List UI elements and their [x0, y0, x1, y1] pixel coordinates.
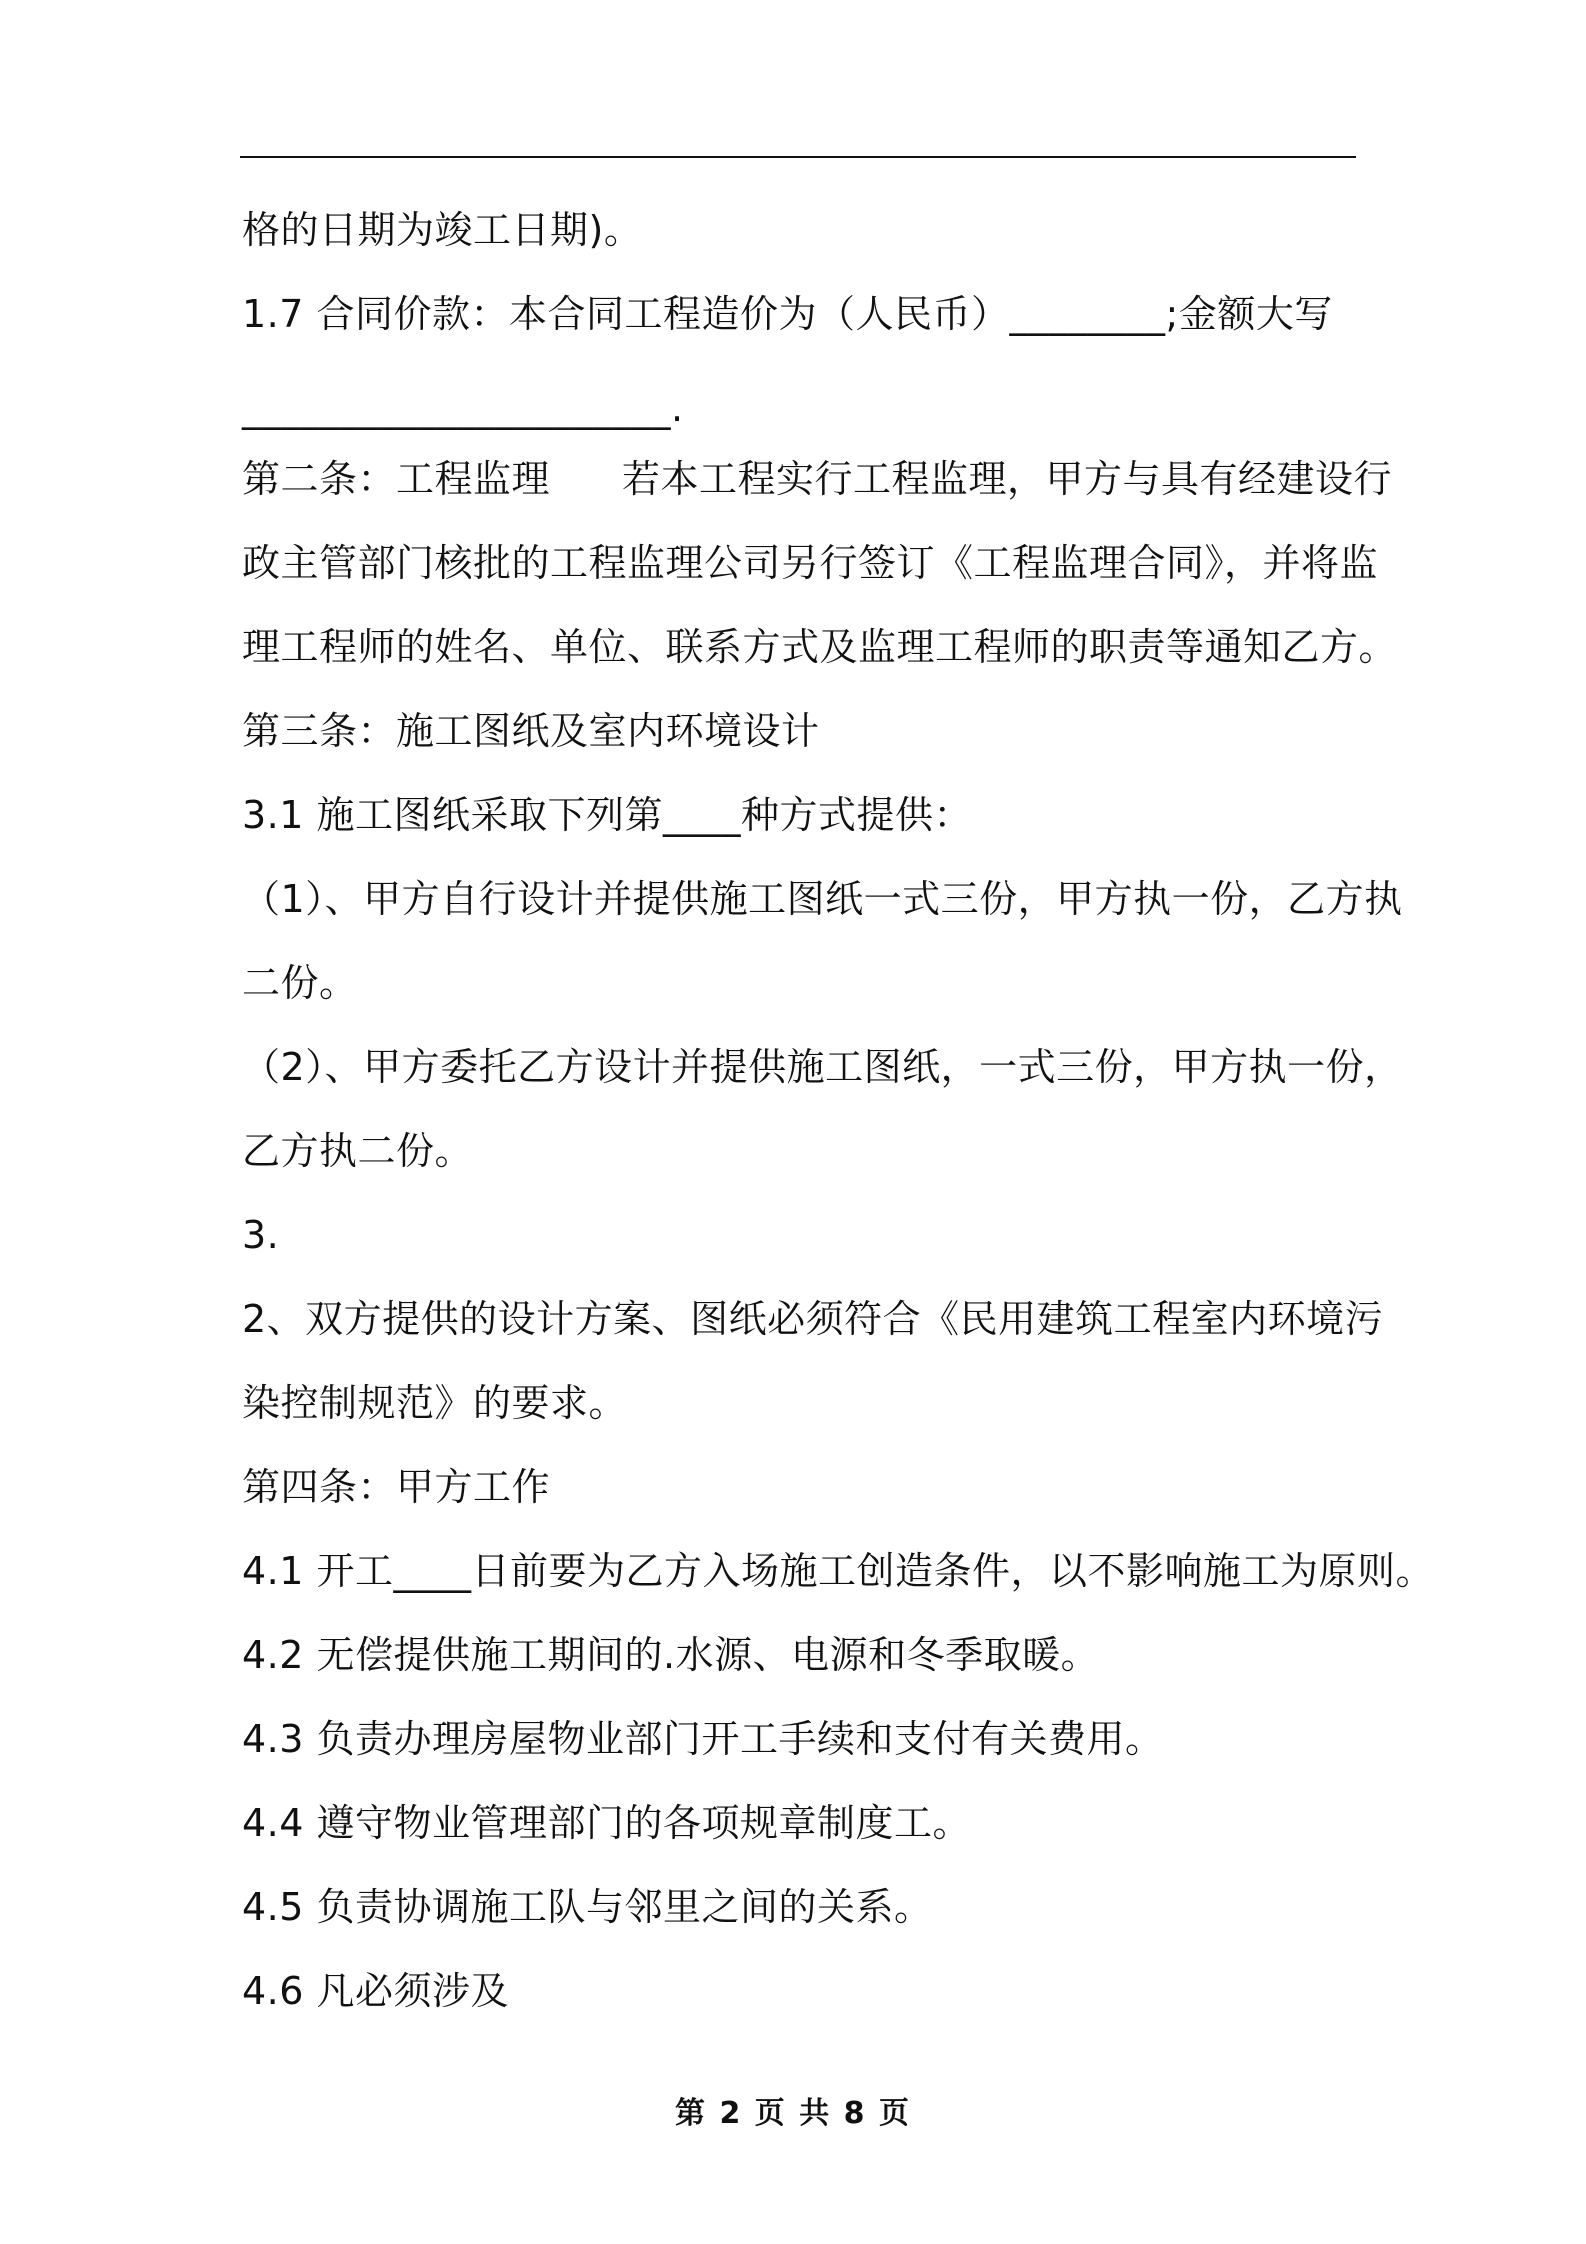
text-line: 4.1 开工____日前要为乙方入场施工创造条件，以不影响施工为原则。 [242, 1549, 1435, 1593]
text-line: 染控制规范》的要求。 [242, 1381, 628, 1425]
text-line: （1）、甲方自行设计并提供施工图纸一式三份，甲方执一份，乙方执 [242, 877, 1403, 921]
text-line: 二份。 [242, 961, 358, 1005]
section-heading: 第三条：施工图纸及室内环境设计 [242, 709, 820, 753]
text-line: 格的日期为竣工日期)。 [242, 208, 643, 252]
text-line: 4.4 遵守物业管理部门的各项规章制度工。 [242, 1801, 972, 1845]
text-line: 3.1 施工图纸采取下列第____种方式提供： [242, 793, 973, 837]
text-line: 政主管部门核批的工程监理公司另行签订《工程监理合同》，并将监 [242, 541, 1379, 585]
article-2-line [242, 454, 1392, 504]
text-line: 乙方执二份。 [242, 1129, 474, 1173]
text-line: 4.6 凡必须涉及 [242, 1969, 510, 2013]
text-line: 1.7 合同价款：本合同工程造价为（人民币）________;金额大写 [242, 292, 1333, 336]
article-2-heading: 第二条：工程监理 [242, 457, 551, 501]
page-number: 第 2 页 共 8 页 [675, 2096, 911, 2131]
text-line: （2）、甲方委托乙方设计并提供施工图纸，一式三份，甲方执一份， [242, 1045, 1403, 1089]
text-line: ______________________. [242, 386, 684, 430]
text-line: 4.3 负责办理房屋物业部门开工手续和支付有关费用。 [242, 1717, 1164, 1761]
section-heading: 第四条：甲方工作 [242, 1465, 551, 1509]
text-line: 4.2 无偿提供施工期间的.水源、电源和冬季取暖。 [242, 1633, 1100, 1677]
text-line: 2、双方提供的设计方案、图纸必须符合《民用建筑工程室内环境污 [242, 1297, 1384, 1341]
text-line: 4.5 负责协调施工队与邻里之间的关系。 [242, 1885, 933, 1929]
text-line: 3. [242, 1213, 280, 1257]
text-line: 理工程师的姓名、单位、联系方式及监理工程师的职责等通知乙方。 [242, 625, 1398, 669]
header-rule [240, 156, 1356, 158]
article-2-text: 若本工程实行工程监理，甲方与具有经建设行 [622, 457, 1393, 501]
